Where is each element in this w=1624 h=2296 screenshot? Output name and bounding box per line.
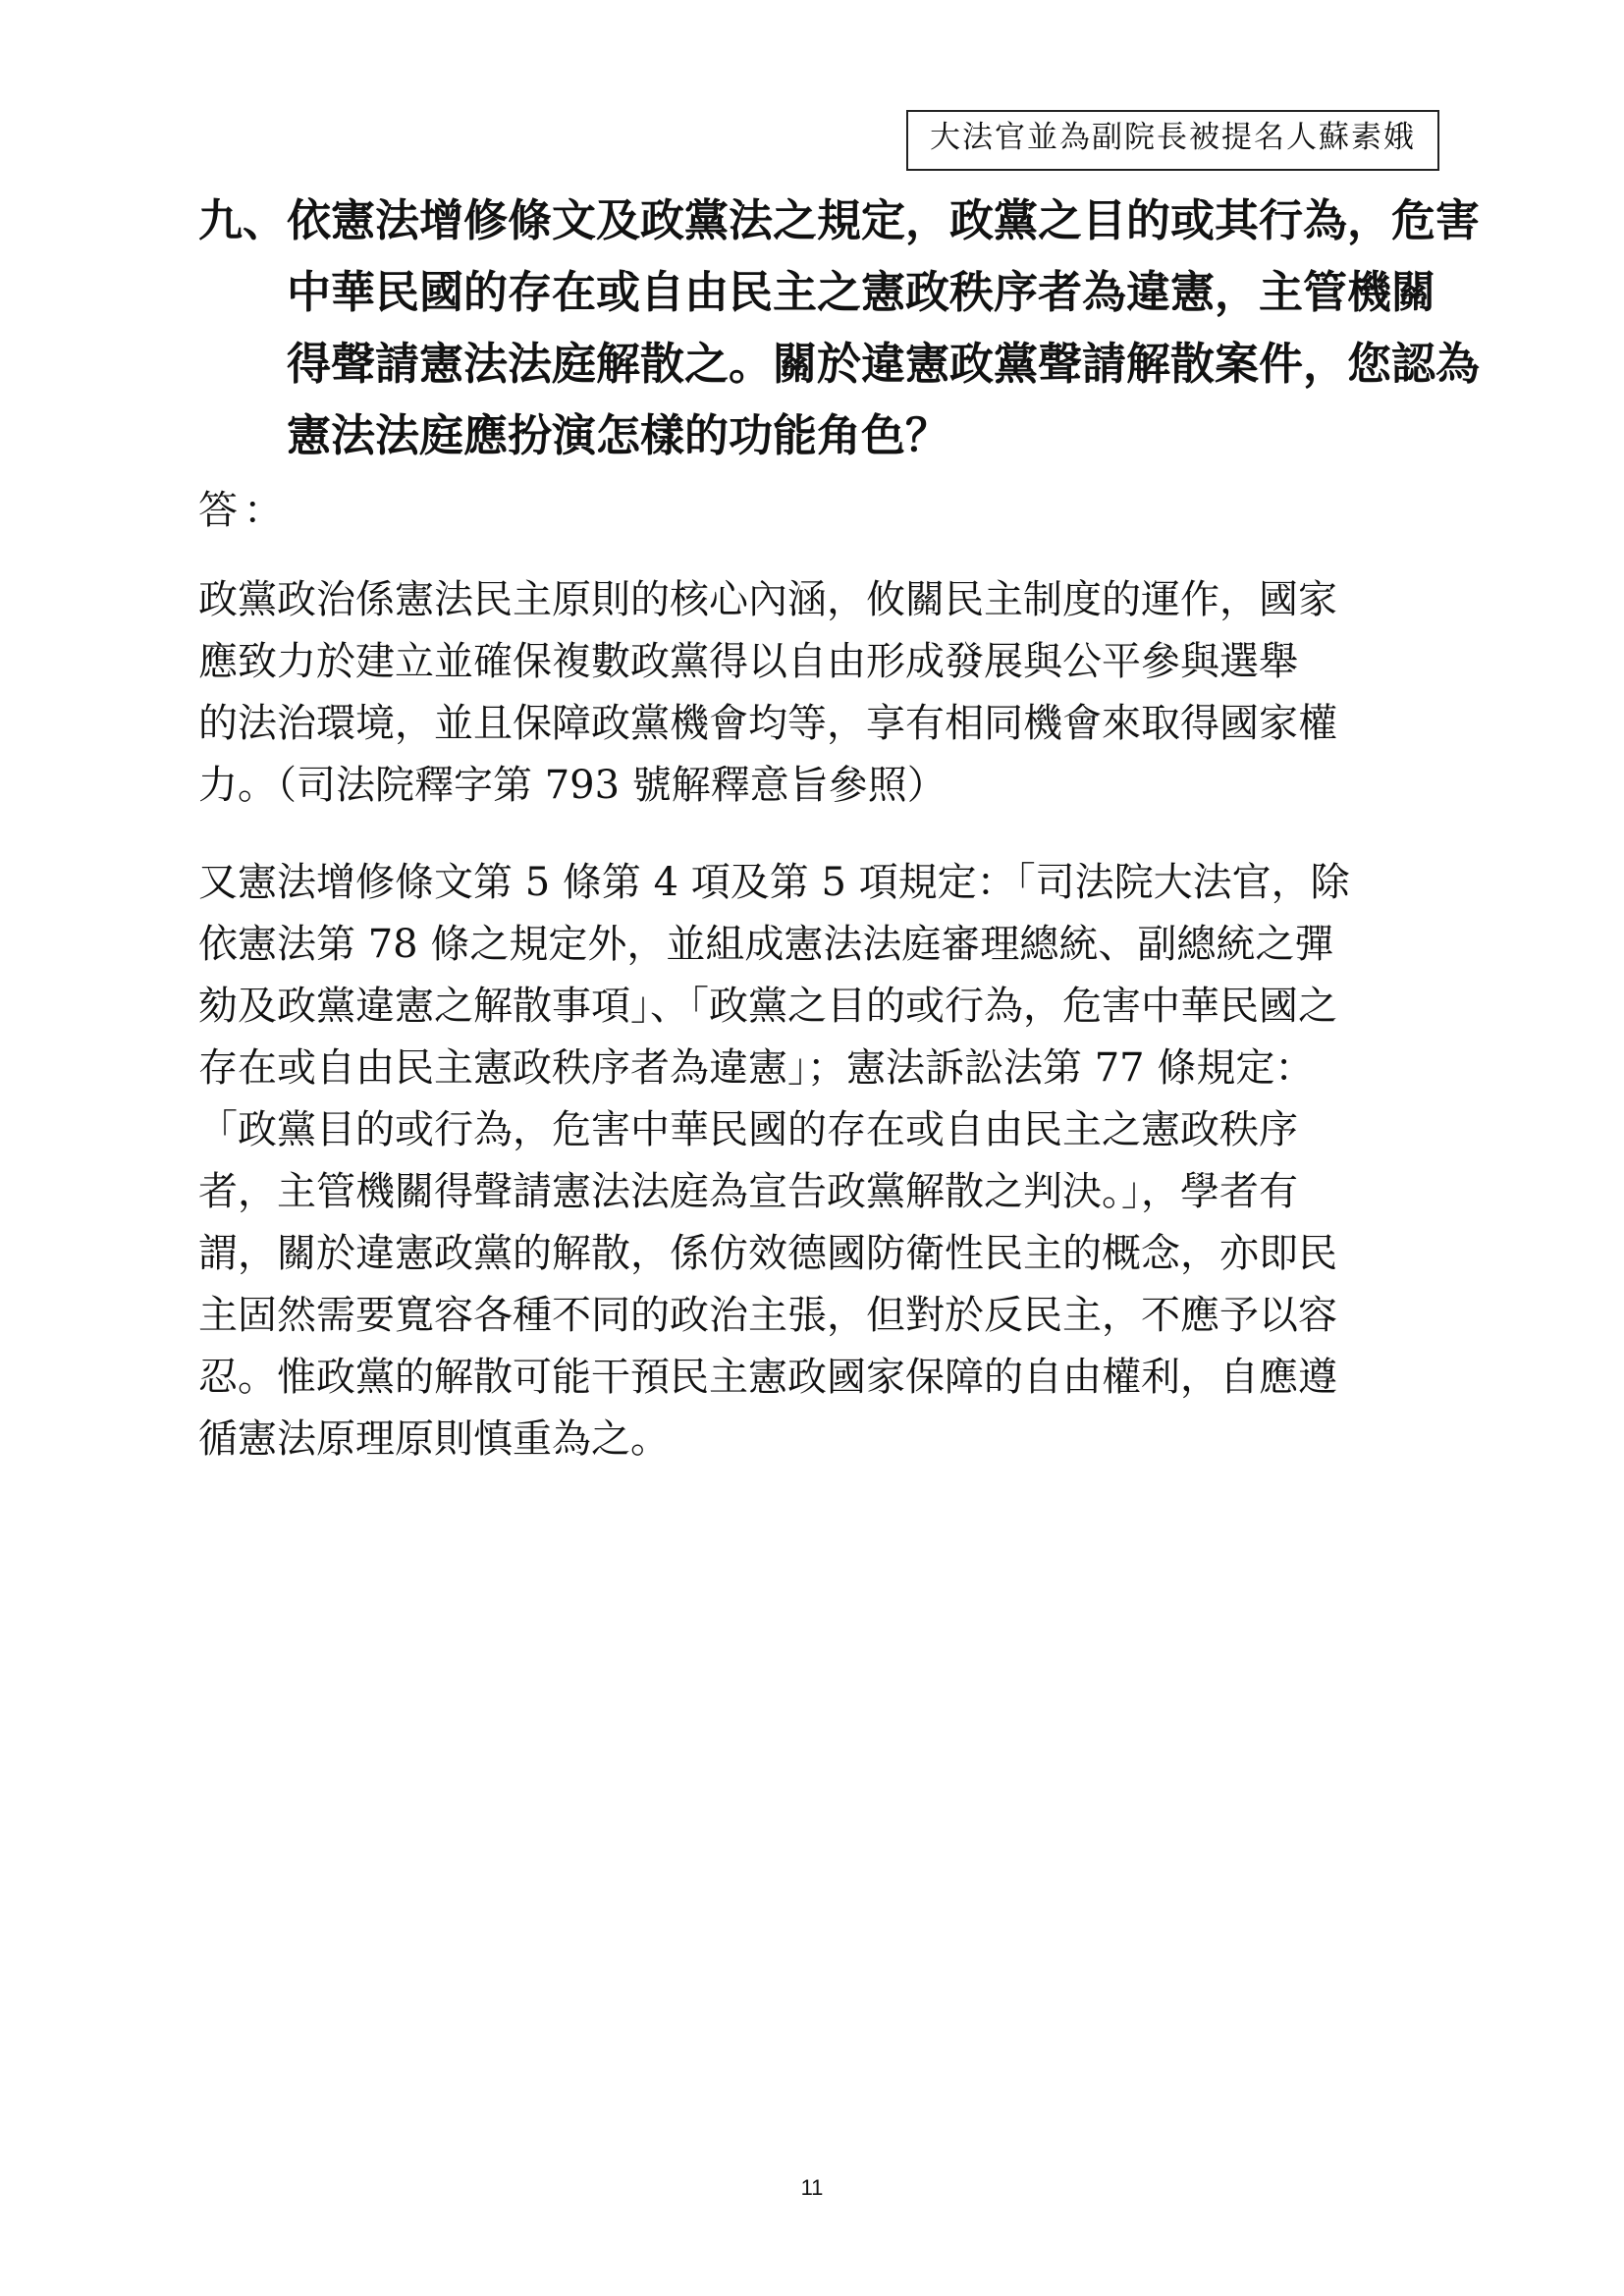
- paragraph-line: 存在或自由民主憲政秩序者為違憲」；憲法訴訟法第 77 條規定：: [198, 1045, 1315, 1091]
- paragraph-line: 又憲法增修條文第 5 條第 4 項及第 5 項規定：「司法院大法官，除: [198, 860, 1350, 905]
- paragraph-line: 謂，關於違憲政黨的解散，係仿效德國防衛性民主的概念，亦即民: [198, 1231, 1337, 1276]
- paragraph-line: 政黨政治係憲法民主原則的核心內涵，攸關民主制度的運作，國家: [198, 577, 1337, 622]
- page-number: 11: [800, 2175, 824, 2200]
- paragraph-line: 力。（司法院釋字第 793 號解釋意旨參照）: [198, 763, 947, 808]
- question-heading: [198, 185, 1481, 471]
- paragraph-line: 主固然需要寬容各種不同的政治主張，但對於反民主，不應予以容: [198, 1293, 1337, 1338]
- question-line: 得聲請憲法法庭解散之。關於違憲政黨聲請解散案件，您認為: [287, 338, 1481, 390]
- paragraph-line: 劾及政黨違憲之解散事項」、「政黨之目的或行為，危害中華民國之: [198, 984, 1337, 1029]
- answer-paragraph-1: [198, 569, 1445, 817]
- question-line: 九、依憲法增修條文及政黨法之規定，政黨之目的或其行為，危害: [198, 194, 1481, 246]
- header-label: 大法官並為副院長被提名人蘇素娥: [930, 120, 1416, 155]
- paragraph-line: 的法治環境，並且保障政黨機會均等，享有相同機會來取得國家權: [198, 701, 1337, 746]
- paragraph-line: 「政黨目的或行為，危害中華民國的存在或自由民主之憲政秩序: [198, 1107, 1298, 1152]
- paragraph-line: 忍。惟政黨的解散可能干預民主憲政國家保障的自由權利，自應遵: [198, 1355, 1337, 1400]
- paragraph-line: 循憲法原理原則慎重為之。: [198, 1416, 670, 1462]
- answer-paragraph-2: [198, 852, 1445, 1470]
- paragraph-line: 依憲法第 78 條之規定外，並組成憲法法庭審理總統、副總統之彈: [198, 922, 1334, 967]
- paragraph-line: 應致力於建立並確保複數政黨得以自由形成發展與公平參與選舉: [198, 639, 1298, 684]
- paragraph-line: 者，主管機關得聲請憲法法庭為宣告政黨解散之判決。」，學者有: [198, 1169, 1298, 1214]
- question-line: 憲法法庭應扮演怎樣的功能角色？: [287, 409, 950, 461]
- question-line: 中華民國的存在或自由民主之憲政秩序者為違憲，主管機關: [287, 266, 1436, 318]
- header-label-box: [906, 110, 1439, 171]
- answer-label: 答：: [198, 488, 289, 533]
